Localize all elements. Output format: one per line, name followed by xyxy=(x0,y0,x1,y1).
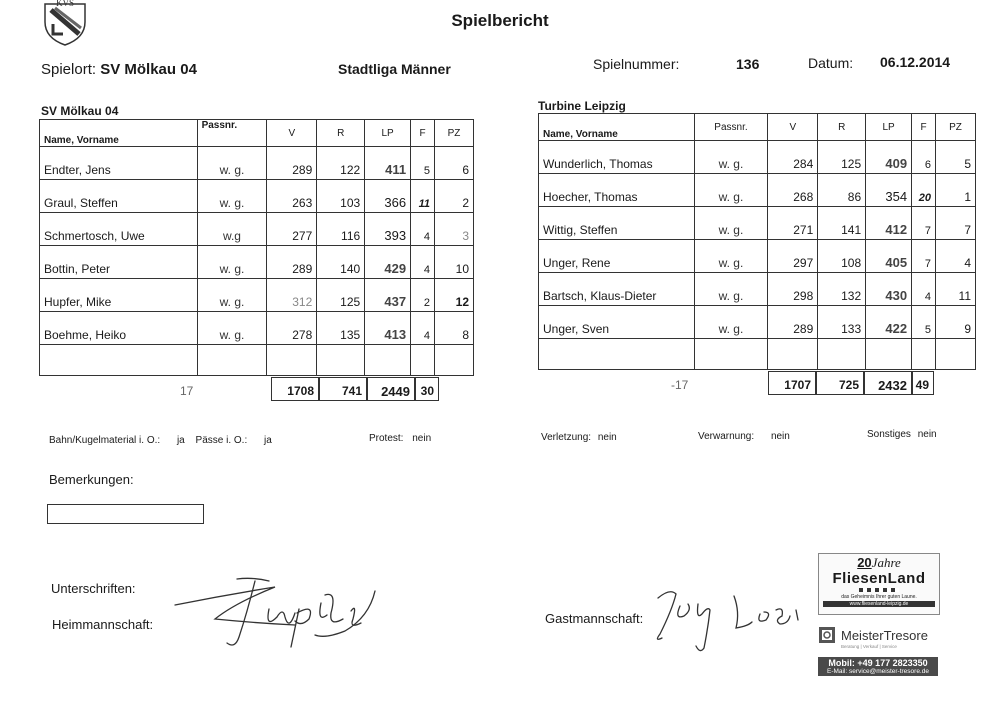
table-row xyxy=(539,207,976,240)
protest-label: Protest: xyxy=(369,433,404,444)
player-f: 20 xyxy=(912,174,936,207)
bemerkungen-field[interactable] xyxy=(47,504,204,524)
total-f: 30 xyxy=(415,377,439,401)
heim-label: Heimmannschaft: xyxy=(52,617,154,632)
col-pz: PZ xyxy=(435,120,474,147)
fliesen-web: www.fliesenland-leipzig.de xyxy=(823,601,935,607)
table-row xyxy=(40,180,474,213)
player-pass: w. g. xyxy=(694,306,768,339)
player-v: 278 xyxy=(267,312,317,345)
col-f: F xyxy=(411,120,435,147)
guest-team-name: Turbine Leipzig xyxy=(538,99,626,113)
player-f: 4 xyxy=(411,312,435,345)
player-pz: 10 xyxy=(435,246,474,279)
player-name: Graul, Steffen xyxy=(40,180,198,213)
home-score-table xyxy=(39,119,474,376)
player-pass: w.g xyxy=(197,213,267,246)
player-r: 125 xyxy=(818,141,866,174)
player-pass: w. g. xyxy=(197,147,267,180)
safe-icon xyxy=(818,626,836,644)
player-name: Unger, Rene xyxy=(539,240,695,273)
protest-value: nein xyxy=(412,433,432,444)
player-v: 312 xyxy=(267,279,317,312)
spielort xyxy=(41,61,197,78)
table-header-row xyxy=(40,120,474,147)
fliesenland-ad xyxy=(818,553,940,615)
player-f: 4 xyxy=(912,273,936,306)
player-pass: w. g. xyxy=(197,246,267,279)
player-name: Bartsch, Klaus-Dieter xyxy=(539,273,695,306)
verwarnung-label: Verwarnung: xyxy=(698,431,755,442)
col-v: V xyxy=(768,114,818,141)
col-pz: PZ xyxy=(936,114,976,141)
sonstiges-label: Sonstiges xyxy=(867,429,911,440)
spielnummer-label: Spielnummer: xyxy=(593,56,680,72)
empty-cell xyxy=(818,339,866,370)
meistertresore-ad xyxy=(818,626,938,686)
player-r: 122 xyxy=(317,147,365,180)
player-pass: w. g. xyxy=(694,174,768,207)
player-pz: 3 xyxy=(435,213,474,246)
player-name: Endter, Jens xyxy=(40,147,198,180)
player-pz: 6 xyxy=(435,147,474,180)
player-lp: 437 xyxy=(365,279,411,312)
empty-cell xyxy=(435,345,474,376)
verletzung-value: nein xyxy=(597,432,617,443)
table-row xyxy=(539,141,976,174)
empty-cell xyxy=(866,339,912,370)
fliesen-jahre: Jahre xyxy=(871,555,901,570)
player-v: 297 xyxy=(768,240,818,273)
total-r: 741 xyxy=(319,377,367,401)
table-row xyxy=(40,312,474,345)
player-r: 133 xyxy=(818,306,866,339)
col-f: F xyxy=(912,114,936,141)
sonstiges-value: nein xyxy=(917,429,937,440)
player-r: 125 xyxy=(317,279,365,312)
protest-status xyxy=(369,433,431,444)
player-lp: 409 xyxy=(866,141,912,174)
table-row xyxy=(539,273,976,306)
table-row xyxy=(539,306,976,339)
bahn-value: ja xyxy=(176,435,185,446)
player-name: Boehme, Heiko xyxy=(40,312,198,345)
player-name: Wittig, Steffen xyxy=(539,207,695,240)
meister-sub: Beratung | Verkauf | Service xyxy=(841,644,897,649)
player-pass: w. g. xyxy=(694,240,768,273)
player-pz: 8 xyxy=(435,312,474,345)
sonstiges-status xyxy=(867,429,937,440)
player-r: 108 xyxy=(818,240,866,273)
col-pass: Passnr. xyxy=(197,120,267,147)
home-totals xyxy=(271,377,439,401)
bahn-status xyxy=(49,435,272,446)
player-pass: w. g. xyxy=(197,279,267,312)
player-f: 11 xyxy=(411,180,435,213)
player-r: 116 xyxy=(317,213,365,246)
meister-mobil: Mobil: +49 177 2823350 xyxy=(828,658,928,668)
player-pass: w. g. xyxy=(197,312,267,345)
table-row xyxy=(539,174,976,207)
guest-signature xyxy=(650,580,810,655)
player-f: 5 xyxy=(411,147,435,180)
bemerkungen-label: Bemerkungen: xyxy=(49,472,134,487)
player-pz: 12 xyxy=(435,279,474,312)
home-diff: 17 xyxy=(180,384,194,398)
player-r: 135 xyxy=(317,312,365,345)
player-pz: 2 xyxy=(435,180,474,213)
unterschriften-label: Unterschriften: xyxy=(51,581,136,596)
player-lp: 429 xyxy=(365,246,411,279)
player-name: Hupfer, Mike xyxy=(40,279,198,312)
empty-cell xyxy=(936,339,976,370)
table-header-row xyxy=(539,114,976,141)
player-f: 5 xyxy=(912,306,936,339)
player-lp: 413 xyxy=(365,312,411,345)
player-lp: 412 xyxy=(866,207,912,240)
player-lp: 430 xyxy=(866,273,912,306)
guest-totals xyxy=(768,371,934,395)
page-title: Spielbericht xyxy=(451,11,549,30)
player-name: Schmertosch, Uwe xyxy=(40,213,198,246)
player-pass: w. g. xyxy=(694,207,768,240)
player-name: Hoecher, Thomas xyxy=(539,174,695,207)
spielort-value: SV Mölkau 04 xyxy=(100,61,197,78)
player-pz: 4 xyxy=(936,240,976,273)
table-row xyxy=(539,240,976,273)
verwarnung-status xyxy=(698,431,790,442)
player-v: 271 xyxy=(768,207,818,240)
total-v: 1707 xyxy=(768,371,816,395)
bahn-label: Bahn/Kugelmaterial i. O.: xyxy=(49,435,161,446)
table-row xyxy=(40,147,474,180)
fliesen-years: 20 xyxy=(857,555,872,570)
player-v: 263 xyxy=(267,180,317,213)
table-row xyxy=(40,279,474,312)
empty-cell xyxy=(40,345,198,376)
player-f: 7 xyxy=(912,240,936,273)
player-v: 289 xyxy=(267,147,317,180)
player-lp: 405 xyxy=(866,240,912,273)
col-name: Name, Vorname xyxy=(539,114,695,141)
meister-mail: E-Mail: service@meister-tresore.de xyxy=(827,668,929,675)
total-r: 725 xyxy=(816,371,864,395)
table-row xyxy=(40,213,474,246)
player-name: Unger, Sven xyxy=(539,306,695,339)
player-f: 4 xyxy=(411,213,435,246)
empty-cell xyxy=(197,345,267,376)
logo-text: KVS xyxy=(55,0,75,8)
total-v: 1708 xyxy=(271,377,319,401)
home-signature xyxy=(165,573,390,653)
gast-label: Gastmannschaft: xyxy=(545,611,644,626)
fliesen-name: FliesenLand xyxy=(832,570,926,587)
player-pz: 11 xyxy=(936,273,976,306)
col-pass: Passnr. xyxy=(694,114,768,141)
player-lp: 422 xyxy=(866,306,912,339)
player-name: Wunderlich, Thomas xyxy=(539,141,695,174)
empty-cell xyxy=(768,339,818,370)
fliesen-checker xyxy=(859,588,899,592)
empty-cell xyxy=(912,339,936,370)
empty-cell xyxy=(267,345,317,376)
player-pz: 7 xyxy=(936,207,976,240)
paesse-label: Pässe i. O.: xyxy=(195,435,248,446)
empty-cell xyxy=(317,345,365,376)
table-row xyxy=(40,246,474,279)
guest-score-table xyxy=(538,113,976,370)
empty-cell xyxy=(365,345,411,376)
table-row-empty xyxy=(539,339,976,370)
player-pass: w. g. xyxy=(197,180,267,213)
player-r: 132 xyxy=(818,273,866,306)
player-pz: 1 xyxy=(936,174,976,207)
player-pass: w. g. xyxy=(694,273,768,306)
player-name: Bottin, Peter xyxy=(40,246,198,279)
col-r: R xyxy=(818,114,866,141)
player-v: 268 xyxy=(768,174,818,207)
datum-label: Datum: xyxy=(808,55,854,71)
empty-cell xyxy=(539,339,695,370)
total-f: 49 xyxy=(912,371,934,395)
home-team-name: SV Mölkau 04 xyxy=(41,104,119,118)
empty-cell xyxy=(411,345,435,376)
player-lp: 354 xyxy=(866,174,912,207)
fliesen-tagline: das Geheimnis Ihrer guten Laune. xyxy=(841,594,917,600)
col-lp: LP xyxy=(365,120,411,147)
league-name: Stadtliga Männer xyxy=(338,61,451,77)
col-v: V xyxy=(267,120,317,147)
player-v: 284 xyxy=(768,141,818,174)
player-pz: 5 xyxy=(936,141,976,174)
col-name: Name, Vorname xyxy=(40,120,198,147)
verletzung-label: Verletzung: xyxy=(541,432,592,443)
col-lp: LP xyxy=(866,114,912,141)
player-f: 2 xyxy=(411,279,435,312)
player-r: 103 xyxy=(317,180,365,213)
player-v: 289 xyxy=(768,306,818,339)
player-lp: 411 xyxy=(365,147,411,180)
player-r: 86 xyxy=(818,174,866,207)
player-f: 6 xyxy=(912,141,936,174)
spielnummer-value: 136 xyxy=(736,56,760,72)
verwarnung-value: nein xyxy=(770,431,790,442)
total-lp: 2432 xyxy=(864,371,912,395)
player-lp: 393 xyxy=(365,213,411,246)
player-v: 277 xyxy=(267,213,317,246)
player-pass: w. g. xyxy=(694,141,768,174)
player-r: 140 xyxy=(317,246,365,279)
player-f: 4 xyxy=(411,246,435,279)
guest-diff: -17 xyxy=(671,378,689,392)
paesse-value: ja xyxy=(264,435,272,446)
spielort-label: Spielort: xyxy=(41,61,97,78)
col-r: R xyxy=(317,120,365,147)
verletzung-status xyxy=(541,432,617,443)
player-r: 141 xyxy=(818,207,866,240)
meister-name: MeisterTresore xyxy=(841,627,928,643)
player-f: 7 xyxy=(912,207,936,240)
player-v: 289 xyxy=(267,246,317,279)
player-v: 298 xyxy=(768,273,818,306)
datum-value: 06.12.2014 xyxy=(880,54,951,70)
table-row-empty xyxy=(40,345,474,376)
empty-cell xyxy=(694,339,768,370)
player-lp: 366 xyxy=(365,180,411,213)
player-pz: 9 xyxy=(936,306,976,339)
total-lp: 2449 xyxy=(367,377,415,401)
